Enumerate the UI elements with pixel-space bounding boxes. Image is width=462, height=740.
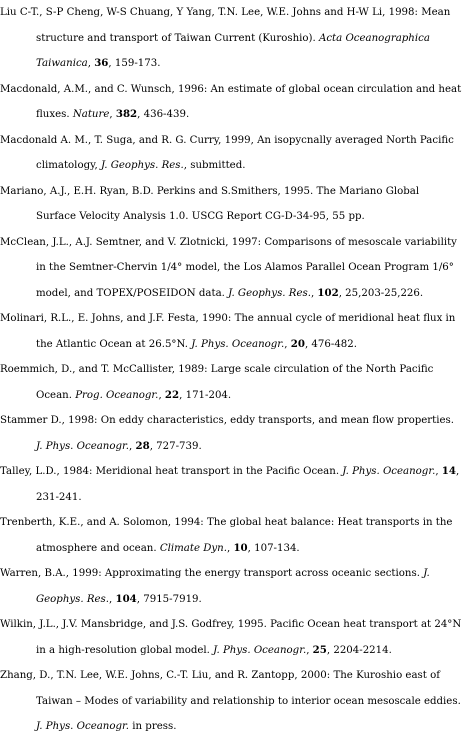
- ref-journal: Prog. Oceanogr.: [75, 389, 159, 401]
- ref-volume: 382: [115, 108, 138, 120]
- ref-title: Comparisons of mesoscale variability in the Semtner-Chervin 1/4° model, the Los Alamos Parallel Ocean Program 1/6° model, and TOPEX/POSEIDON data.: [36, 236, 457, 299]
- ref-title: Meridional heat transport in the Pacific Ocean.: [92, 466, 343, 477]
- ref-sep: ,: [87, 58, 95, 69]
- ref-sep: ,: [435, 466, 442, 477]
- ref-journal: J. Geophys. Res.: [228, 287, 311, 299]
- ref-volume: 25: [312, 643, 327, 656]
- ref-sep: ,: [284, 338, 291, 350]
- ref-authors: Stammer D., 1998:: [0, 415, 98, 426]
- reference-entry: [0, 459, 462, 510]
- ref-title: On eddy characteristics, eddy transports, and mean flow properties.: [97, 415, 455, 426]
- ref-volume: 28: [135, 439, 150, 452]
- ref-pages: , 25,203-25,226.: [338, 287, 424, 299]
- ref-volume: 104: [115, 592, 137, 605]
- ref-pages: in press.: [129, 721, 177, 732]
- ref-authors: Warren, B.A., 1999:: [0, 568, 102, 579]
- ref-journal: J. Phys. Oceanogr.: [191, 338, 285, 350]
- ref-journal: J. Phys. Oceanogr.: [36, 440, 130, 452]
- ref-journal: Acta Oceanographica Taiwanica: [36, 32, 430, 69]
- ref-sep: ,: [129, 440, 136, 452]
- ref-authors: Macdonald, A.M., and C. Wunsch, 1996:: [0, 83, 208, 95]
- ref-pages: , 436-439.: [137, 109, 190, 120]
- ref-sep: ,: [226, 542, 234, 554]
- ref-volume: 102: [317, 286, 339, 299]
- ref-authors: Mariano, A.J., E.H. Ryan, B.D. Perkins and S.Smithers, 1995.: [0, 185, 314, 197]
- reference-entry: [0, 77, 462, 128]
- ref-volume: 36: [94, 57, 109, 69]
- reference-entry: [0, 663, 462, 740]
- ref-pages: , 7915-7919.: [136, 593, 202, 605]
- ref-volume: 10: [233, 541, 248, 554]
- reference-entry: [0, 561, 462, 612]
- ref-sep: ,: [109, 593, 116, 605]
- ref-journal: Climate Dyn.: [159, 542, 227, 554]
- ref-authors: Roemmich, D., and T. McCallister, 1989:: [0, 364, 208, 375]
- ref-authors: McClean, J.L., A.J. Semtner, and V. Zlotnicki, 1997:: [0, 236, 262, 248]
- reference-entry: [0, 230, 462, 307]
- ref-title: The Mariano Global Surface Velocity Analysis 1.0. USCG Report CG-D-34-95, 55 pp.: [36, 185, 420, 222]
- ref-pages: , 231-241.: [36, 466, 460, 503]
- ref-title: Approximating the energy transport across oceanic sections.: [101, 568, 424, 579]
- ref-pages: , submitted.: [183, 160, 246, 171]
- ref-sep: ,: [158, 389, 165, 401]
- ref-authors: Zhang, D., T.N. Lee, W.E. Johns, C.-T. Liu, and R. Zantopp, 2000:: [0, 670, 331, 681]
- ref-title: The annual cycle of meridional heat flux in the Atlantic Ocean at 26.5°N.: [36, 313, 456, 350]
- ref-sep: ,: [306, 644, 313, 656]
- reference-entry: [0, 0, 462, 77]
- ref-title: An isopycnally averaged North Pacific climatology,: [36, 134, 454, 171]
- reference-entry: [0, 306, 462, 357]
- ref-journal: Nature: [72, 109, 110, 120]
- ref-title: The Kuroshio east of Taiwan – Modes of variability and relationship to interior ocean mesoscale eddies.: [36, 670, 461, 707]
- ref-pages: , 476-482.: [304, 338, 357, 350]
- ref-journal: J. Phys. Oceanogr.: [342, 466, 436, 477]
- ref-volume: 20: [290, 337, 305, 350]
- ref-journal: J. Phys. Oceanogr.: [213, 644, 307, 656]
- ref-authors: Macdonald A. M., T. Suga, and R. G. Curry, 1999,: [0, 134, 254, 146]
- ref-title: The global heat balance: Heat transports in the atmosphere and ocean.: [36, 517, 453, 554]
- reference-entry: [0, 128, 462, 179]
- ref-sep: ,: [109, 109, 116, 120]
- ref-authors: Trenberth, K.E., and A. Solomon, 1994:: [0, 517, 204, 528]
- ref-volume: 14: [441, 465, 456, 477]
- reference-entry: [0, 612, 462, 663]
- ref-journal: J. Phys. Oceanogr.: [36, 721, 130, 732]
- ref-pages: , 107-134.: [247, 542, 300, 554]
- ref-journal: J. Geophys. Res.: [100, 160, 184, 171]
- reference-entry: [0, 357, 462, 408]
- ref-volume: 22: [164, 388, 180, 401]
- ref-pages: , 2204-2214.: [326, 644, 392, 656]
- ref-authors: Wilkin, J.L., J.V. Mansbridge, and J.S. Godfrey, 1995.: [0, 619, 267, 630]
- ref-title: Mean structure and transport of Taiwan Current (Kuroshio).: [36, 7, 451, 44]
- ref-title: Pacific Ocean heat transport at 24°N in a high-resolution global model.: [36, 619, 462, 656]
- ref-authors: Molinari, R.L., E. Johns, and J.F. Festa, 1990:: [0, 313, 232, 324]
- ref-title: Large scale circulation of the North Pacific Ocean.: [36, 364, 434, 401]
- ref-sep: ,: [310, 287, 318, 299]
- ref-pages: , 727-739.: [149, 440, 202, 452]
- ref-authors: Talley, L.D., 1984:: [0, 466, 93, 477]
- ref-pages: , 171-204.: [179, 389, 232, 401]
- reference-entry: [0, 179, 462, 230]
- ref-title: An estimate of global ocean circulation and heat fluxes.: [36, 83, 462, 120]
- ref-authors: Liu C-T., S-P Cheng, W-S Chuang, Y Yang, T.N. Lee, W.E. Johns and H-W Li, 1998:: [0, 7, 418, 18]
- ref-journal: J. Geophys. Res.: [36, 568, 430, 605]
- reference-entry: [0, 510, 462, 561]
- reference-entry: [0, 408, 462, 459]
- ref-pages: , 159-173.: [108, 58, 161, 69]
